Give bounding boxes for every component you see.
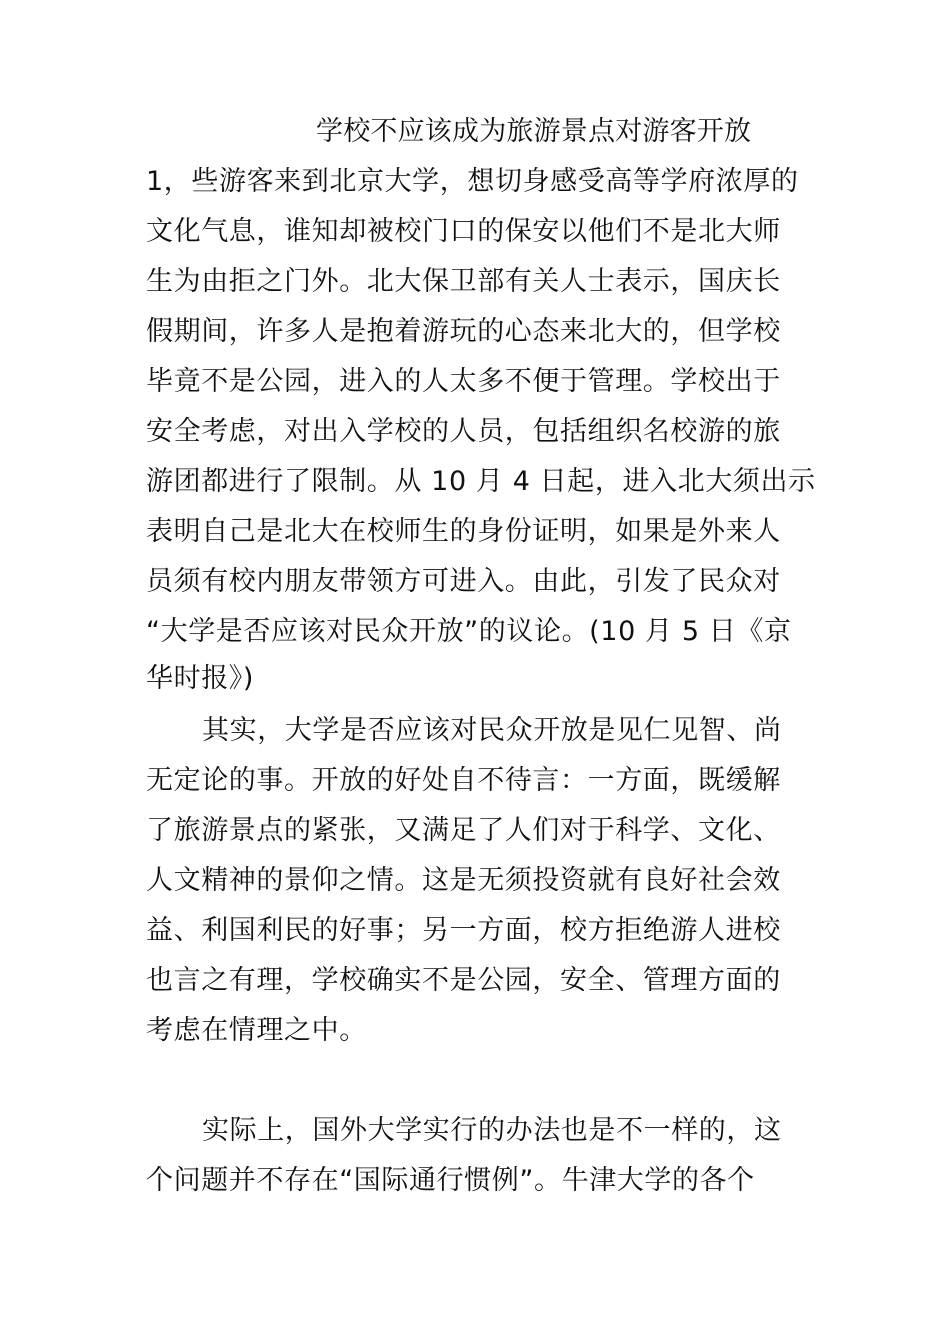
- paragraph1-line-1: 1，些游客来到北京大学，想切身感受高等学府浓厚的: [146, 166, 799, 197]
- paragraph1-line-2: 文化气息，谁知却被校门口的保安以他们不是北大师: [146, 216, 781, 247]
- paragraph1-line-8: 表明自己是北大在校师生的身份证明，如果是外来人: [146, 516, 781, 547]
- paragraph1-line-5: 毕竟不是公园，进入的人太多不便于管理。学校出于: [146, 366, 781, 397]
- document-title: 学校不应该成为旅游景点对游客开放: [316, 116, 752, 147]
- paragraph1-line-10: “大学是否应该对民众开放”的议论。(10 月 5 日《京: [146, 616, 792, 647]
- paragraph1-line-4: 假期间，许多人是抱着游玩的心态来北大的，但学校: [146, 316, 781, 347]
- paragraph2-line-1: 其实，大学是否应该对民众开放是见仁见智、尚: [202, 715, 782, 746]
- paragraph2-line-5: 益、利国利民的好事；另一方面，校方拒绝游人进校: [146, 915, 781, 946]
- paragraph3-line-1: 实际上，国外大学实行的办法也是不一样的，这: [202, 1115, 782, 1146]
- paragraph2-line-6: 也言之有理，学校确实不是公园，安全、管理方面的: [146, 965, 781, 996]
- paragraph1-line-11: 华时报》): [146, 663, 255, 694]
- paragraph2-line-4: 人文精神的景仰之情。这是无须投资就有良好社会效: [146, 865, 781, 896]
- paragraph2-line-3: 了旅游景点的紧张，又满足了人们对于科学、文化、: [146, 815, 781, 846]
- paragraph2-line-2: 无定论的事。开放的好处自不待言：一方面，既缓解: [146, 765, 781, 796]
- paragraph1-line-7: 游团都进行了限制。从 10 月 4 日起，进入北大须出示: [146, 466, 816, 497]
- paragraph1-line-6: 安全考虑，对出入学校的人员，包括组织名校游的旅: [146, 416, 781, 447]
- paragraph1-line-3: 生为由拒之门外。北大保卫部有关人士表示，国庆长: [146, 266, 781, 297]
- paragraph1-line-9: 员须有校内朋友带领方可进入。由此，引发了民众对: [146, 566, 781, 597]
- paragraph3-line-2: 个问题并不存在“国际通行惯例”。牛津大学的各个: [146, 1165, 755, 1196]
- paragraph2-line-7: 考虑在情理之中。: [146, 1015, 367, 1046]
